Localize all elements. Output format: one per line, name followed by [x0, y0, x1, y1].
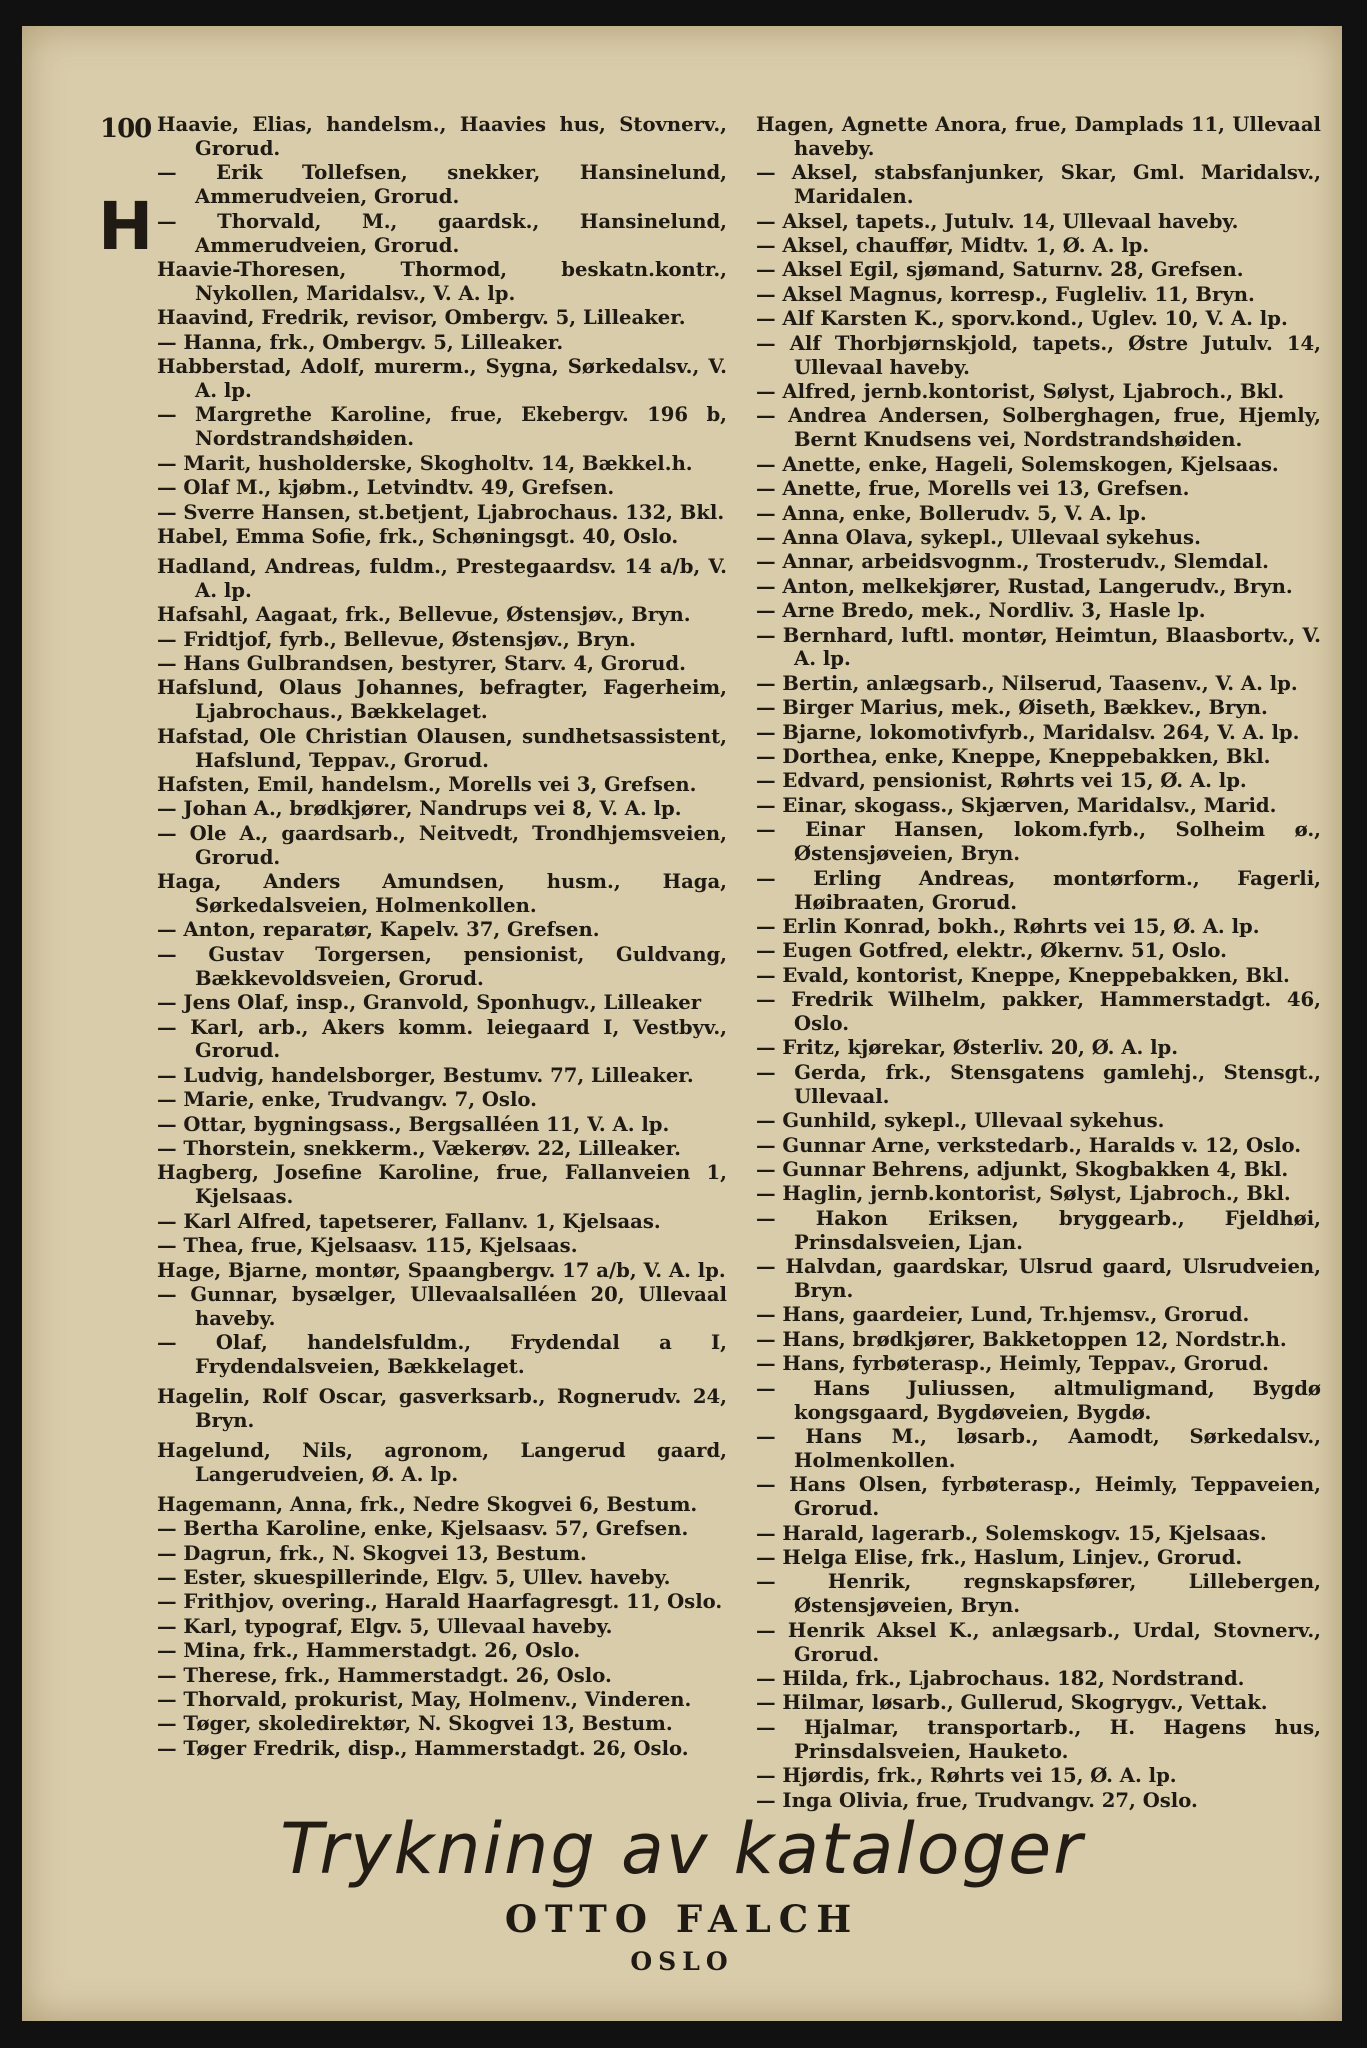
- directory-entry: — Olaf M., kjøbm., Letvindtv. 49, Grefsen.: [157, 476, 615, 500]
- directory-entry: — Edvard, pensionist, Røhrts vei 15, Ø. A. lp.: [756, 769, 1247, 793]
- left-column: [157, 113, 727, 1761]
- directory-entry: — Ottar, bygningsass., Bergsalléen 11, V. A. lp.: [157, 1112, 670, 1136]
- directory-entry: — Therese, frk., Hammerstadgt. 26, Oslo.: [157, 1663, 612, 1687]
- directory-entry: — Hjalmar, transportarb., H. Hagens hus, Prinsdalsveien, Hauketo.: [756, 1715, 1321, 1763]
- directory-entry: Habel, Emma Sofie, frk., Schøningsgt. 40, Oslo.: [157, 524, 679, 548]
- directory-entry: — Einar Hansen, lokom.fyrb., Solheim ø., Østensjøveien, Bryn.: [756, 818, 1321, 866]
- directory-entry: — Karl, typograf, Elgv. 5, Ullevaal haveby.: [157, 1614, 613, 1638]
- directory-entry: — Thea, frue, Kjelsaasv. 115, Kjelsaas.: [157, 1234, 578, 1258]
- directory-entry: Hafsten, Emil, handelsm., Morells vei 3, Grefsen.: [157, 772, 697, 796]
- directory-entry: — Hans, gaardeier, Lund, Tr.hjemsv., Grorud.: [756, 1303, 1250, 1327]
- directory-entry: — Bjarne, lokomotivfyrb., Maridalsv. 264, V. A. lp.: [756, 720, 1300, 744]
- directory-entry: — Annar, arbeidsvognm., Trosterudv., Slemdal.: [756, 550, 1269, 574]
- directory-entry: Haga, Anders Amundsen, husm., Haga, Sørkedalsveien, Holmenkollen.: [157, 870, 727, 917]
- directory-entry: Haavie, Elias, handelsm., Haavies hus, Stovnerv., Grorud.: [157, 113, 727, 160]
- directory-entry: Hagelin, Rolf Oscar, gasverksarb., Rognerudv. 24, Bryn.: [157, 1385, 727, 1433]
- directory-entry: — Ester, skuespillerinde, Elgv. 5, Ullev. haveby.: [157, 1565, 671, 1589]
- directory-entry: — Aksel, tapets., Jutulv. 14, Ullevaal haveby.: [756, 209, 1239, 233]
- directory-entry: — Hans, brødkjører, Bakketoppen 12, Nordstr.h.: [756, 1327, 1287, 1351]
- directory-entry: — Aksel, stabsfanjunker, Skar, Gml. Maridalsv., Maridalen.: [756, 161, 1321, 209]
- directory-entry: — Thorvald, prokurist, May, Holmenv., Vinderen.: [157, 1688, 692, 1711]
- directory-entry: — Olaf, handelsfuldm., Frydendal a I, Frydendalsveien, Bækkelaget.: [157, 1331, 727, 1379]
- directory-entry: Hadland, Andreas, fuldm., Prestegaardsv. 14 a/b, V. A. lp.: [157, 554, 727, 602]
- directory-entry: — Hans Juliussen, altmuligmand, Bygdø kongsgaard, Bygdøveien, Bygdø.: [756, 1376, 1321, 1424]
- right-column: [756, 113, 1321, 1813]
- directory-entry: — Helga Elise, frk., Haslum, Linjev., Grorud.: [756, 1545, 1243, 1569]
- directory-entry: — Karl, arb., Akers komm. leiegaard I, Vestbyv., Grorud.: [157, 1015, 727, 1063]
- directory-entry: — Henrik Aksel K., anlægsarb., Urdal, Stovnerv., Grorud.: [756, 1618, 1321, 1666]
- directory-entry: — Hans M., løsarb., Aamodt, Sørkedalsv., Holmenkollen.: [756, 1424, 1321, 1472]
- directory-entry: — Dorthea, enke, Kneppe, Kneppebakken, Bkl.: [756, 745, 1271, 769]
- directory-entry: — Halvdan, gaardskar, Ulsrud gaard, Ulsrudveien, Bryn.: [756, 1255, 1321, 1302]
- directory-entry: Haavind, Fredrik, revisor, Ombergv. 5, Lilleaker.: [157, 306, 686, 330]
- directory-entry: — Anton, melkekjører, Rustad, Langerudv., Bryn.: [756, 574, 1293, 598]
- directory-entry: — Margrethe Karoline, frue, Ekebergv. 196 b, Nordstrandshøiden.: [157, 403, 727, 451]
- directory-entry: — Gunnar, bysælger, Ullevaalsalléen 20, Ullevaal haveby.: [157, 1283, 727, 1330]
- directory-entry: — Ole A., gaardsarb., Neitvedt, Trondhjemsveien, Grorud.: [157, 821, 727, 869]
- directory-entry: — Erling Andreas, montørform., Fagerli, Høibraaten, Grorud.: [756, 866, 1321, 914]
- directory-entry: — Aksel Egil, sjømand, Saturnv. 28, Grefsen.: [756, 258, 1244, 282]
- directory-entry: Hafsahl, Aagaat, frk., Bellevue, Østensjøv., Bryn.: [157, 603, 691, 627]
- directory-entry: Hagemann, Anna, frk., Nedre Skogvei 6, Bestum.: [157, 1492, 698, 1516]
- directory-entry: — Anette, frue, Morells vei 13, Grefsen.: [756, 477, 1190, 501]
- directory-entry: — Hans, fyrbøterasp., Heimly, Teppav., Grorud.: [756, 1352, 1269, 1376]
- directory-page: [22, 26, 1342, 2021]
- directory-entry: — Hakon Eriksen, bryggearb., Fjeldhøi, Prinsdalsveien, Ljan.: [756, 1206, 1321, 1254]
- directory-entry: — Harald, lagerarb., Solemskogv. 15, Kjelsaas.: [756, 1521, 1267, 1545]
- directory-entry: — Sverre Hansen, st.betjent, Ljabrochaus. 132, Bkl.: [157, 500, 725, 524]
- directory-entry: — Bertha Karoline, enke, Kjelsaasv. 57, Grefsen.: [157, 1517, 689, 1541]
- directory-entry: — Fritz, kjørekar, Østerliv. 20, Ø. A. lp.: [756, 1036, 1179, 1060]
- directory-entry: — Hjørdis, frk., Røhrts vei 15, Ø. A. lp.: [756, 1764, 1177, 1788]
- directory-entry: Hafslund, Olaus Johannes, befragter, Fagerheim, Ljabrochaus., Bækkelaget.: [157, 676, 727, 724]
- directory-entry: Hagelund, Nils, agronom, Langerud gaard, Langerudveien, Ø. A. lp.: [157, 1438, 727, 1486]
- directory-entry: — Marit, husholderske, Skogholtv. 14, Bækkel.h.: [157, 451, 693, 475]
- directory-entry: — Eugen Gotfred, elektr., Økernv. 51, Oslo.: [756, 939, 1227, 963]
- directory-entry: — Haglin, jernb.kontorist, Sølyst, Ljabroch., Bkl.: [756, 1182, 1291, 1206]
- directory-entry: — Erlin Konrad, bokh., Røhrts vei 15, Ø. A. lp.: [756, 914, 1260, 938]
- directory-entry: — Einar, skogass., Skjærven, Maridalsv., Marid.: [756, 793, 1277, 817]
- section-letter: H: [98, 188, 154, 265]
- directory-entry: — Tøger Fredrik, disp., Hammerstadgt. 26, Oslo.: [157, 1736, 689, 1760]
- directory-entry: — Inga Olivia, frue, Trudvangv. 27, Oslo.: [756, 1788, 1198, 1812]
- directory-entry: — Fredrik Wilhelm, pakker, Hammerstadgt. 46, Oslo.: [756, 988, 1321, 1036]
- directory-entry: — Karl Alfred, tapetserer, Fallanv. 1, Kjelsaas.: [157, 1209, 661, 1233]
- directory-entry: — Jens Olaf, insp., Granvold, Sponhugv., Lilleaker: [157, 991, 702, 1015]
- advertisement-city: OSLO: [630, 1946, 734, 1976]
- directory-entry: — Andrea Andersen, Solberghagen, frue, Hjemly, Bernt Knudsens vei, Nordstrandshøiden.: [756, 404, 1321, 452]
- directory-entry: — Gunnar Behrens, adjunkt, Skogbakken 4, Bkl.: [756, 1157, 1289, 1181]
- directory-entry: — Fridtjof, fyrb., Bellevue, Østensjøv., Bryn.: [157, 627, 636, 651]
- directory-entry: Hagberg, Josefine Karoline, frue, Fallanveien 1, Kjelsaas.: [157, 1161, 727, 1209]
- directory-entry: Habberstad, Adolf, murerm., Sygna, Sørkedalsv., V. A. lp.: [157, 355, 727, 402]
- directory-entry: — Bertin, anlægsarb., Nilserud, Taasenv., V. A. lp.: [756, 671, 1298, 695]
- advertisement-slogan: Trykning av kataloger: [280, 1808, 1084, 1890]
- directory-entry: — Anton, reparatør, Kapelv. 37, Grefsen.: [157, 918, 600, 942]
- directory-entry: — Thorstein, snekkerm., Vækerøv. 22, Lilleaker.: [157, 1137, 681, 1161]
- directory-entry: — Alfred, jernb.kontorist, Sølyst, Ljabroch., Bkl.: [756, 379, 1285, 403]
- directory-entry: — Johan A., brødkjører, Nandrups vei 8, V. A. lp.: [157, 797, 682, 821]
- directory-entry: — Tøger, skoledirektør, N. Skogvei 13, Bestum.: [157, 1712, 673, 1736]
- directory-entry: — Aksel, chauffør, Midtv. 1, Ø. A. lp.: [756, 234, 1150, 258]
- directory-entry: — Marie, enke, Trudvangv. 7, Oslo.: [157, 1088, 537, 1112]
- directory-entry: — Hans Gulbrandsen, bestyrer, Starv. 4, Grorud.: [157, 651, 686, 675]
- directory-entry: — Thorvald, M., gaardsk., Hansinelund, Ammerudveien, Grorud.: [157, 209, 727, 257]
- directory-entry: — Gustav Torgersen, pensionist, Guldvang, Bækkevoldsveien, Grorud.: [157, 942, 727, 990]
- directory-entry: — Hanna, frk., Ombergv. 5, Lilleaker.: [157, 330, 564, 354]
- directory-entry: — Evald, kontorist, Kneppe, Kneppebakken, Bkl.: [756, 963, 1290, 987]
- directory-entry: — Anette, enke, Hageli, Solemskogen, Kjelsaas.: [756, 452, 1279, 476]
- directory-entry: Hafstad, Ole Christian Olausen, sundhetsassistent, Hafslund, Teppav., Grorud.: [157, 724, 727, 772]
- directory-entry: — Anna, enke, Bollerudv. 5, V. A. lp.: [756, 501, 1147, 525]
- advertisement-printer: OTTO FALCH: [504, 1896, 860, 1941]
- advertisement: [22, 1808, 1342, 1976]
- directory-entry: — Alf Thorbjørnskjold, tapets., Østre Jutulv. 14, Ullevaal haveby.: [756, 331, 1321, 379]
- directory-entry: Haavie-Thoresen, Thormod, beskatn.kontr., Nykollen, Maridalsv., V. A. lp.: [157, 257, 727, 305]
- directory-entry: — Hilda, frk., Ljabrochaus. 182, Nordstrand.: [756, 1667, 1245, 1690]
- directory-entry: — Ludvig, handelsborger, Bestumv. 77, Lilleaker.: [157, 1063, 694, 1087]
- directory-entry: — Alf Karsten K., sporv.kond., Uglev. 10, V. A. lp.: [756, 307, 1288, 331]
- directory-entry: — Hilmar, løsarb., Gullerud, Skogrygv., Vettak.: [756, 1691, 1268, 1715]
- directory-entry: — Gunhild, sykepl., Ullevaal sykehus.: [756, 1109, 1165, 1133]
- directory-entry: — Frithjov, overing., Harald Haarfagresgt. 11, Oslo.: [157, 1590, 723, 1614]
- page-number: 100: [100, 114, 152, 144]
- directory-entry: — Aksel Magnus, korresp., Fugleliv. 11, Bryn.: [756, 282, 1255, 306]
- directory-entry: — Birger Marius, mek., Øiseth, Bækkev., Bryn.: [756, 696, 1268, 720]
- directory-entry: — Henrik, regnskapsfører, Lillebergen, Østensjøveien, Bryn.: [756, 1570, 1321, 1618]
- directory-entry: — Mina, frk., Hammerstadgt. 26, Oslo.: [157, 1639, 581, 1663]
- directory-entry: — Erik Tollefsen, snekker, Hansinelund, Ammerudveien, Grorud.: [157, 161, 727, 209]
- directory-entry: Hagen, Agnette Anora, frue, Damplads 11, Ullevaal haveby.: [756, 113, 1321, 160]
- directory-entry: — Gerda, frk., Stensgatens gamlehj., Stensgt., Ullevaal.: [756, 1060, 1321, 1108]
- directory-entry: — Anna Olava, sykepl., Ullevaal sykehus.: [756, 525, 1201, 549]
- directory-entry: — Dagrun, frk., N. Skogvei 13, Bestum.: [157, 1541, 587, 1565]
- directory-entry: Hage, Bjarne, montør, Spaangbergv. 17 a/b, V. A. lp.: [157, 1258, 726, 1282]
- directory-entry: — Bernhard, luftl. montør, Heimtun, Blaasbortv., V. A. lp.: [756, 623, 1321, 671]
- directory-entry: — Hans Olsen, fyrbøterasp., Heimly, Teppaveien, Grorud.: [756, 1473, 1321, 1521]
- directory-entry: — Gunnar Arne, verkstedarb., Haralds v. 12, Oslo.: [756, 1133, 1302, 1157]
- directory-entry: — Arne Bredo, mek., Nordliv. 3, Hasle lp.: [756, 599, 1206, 623]
